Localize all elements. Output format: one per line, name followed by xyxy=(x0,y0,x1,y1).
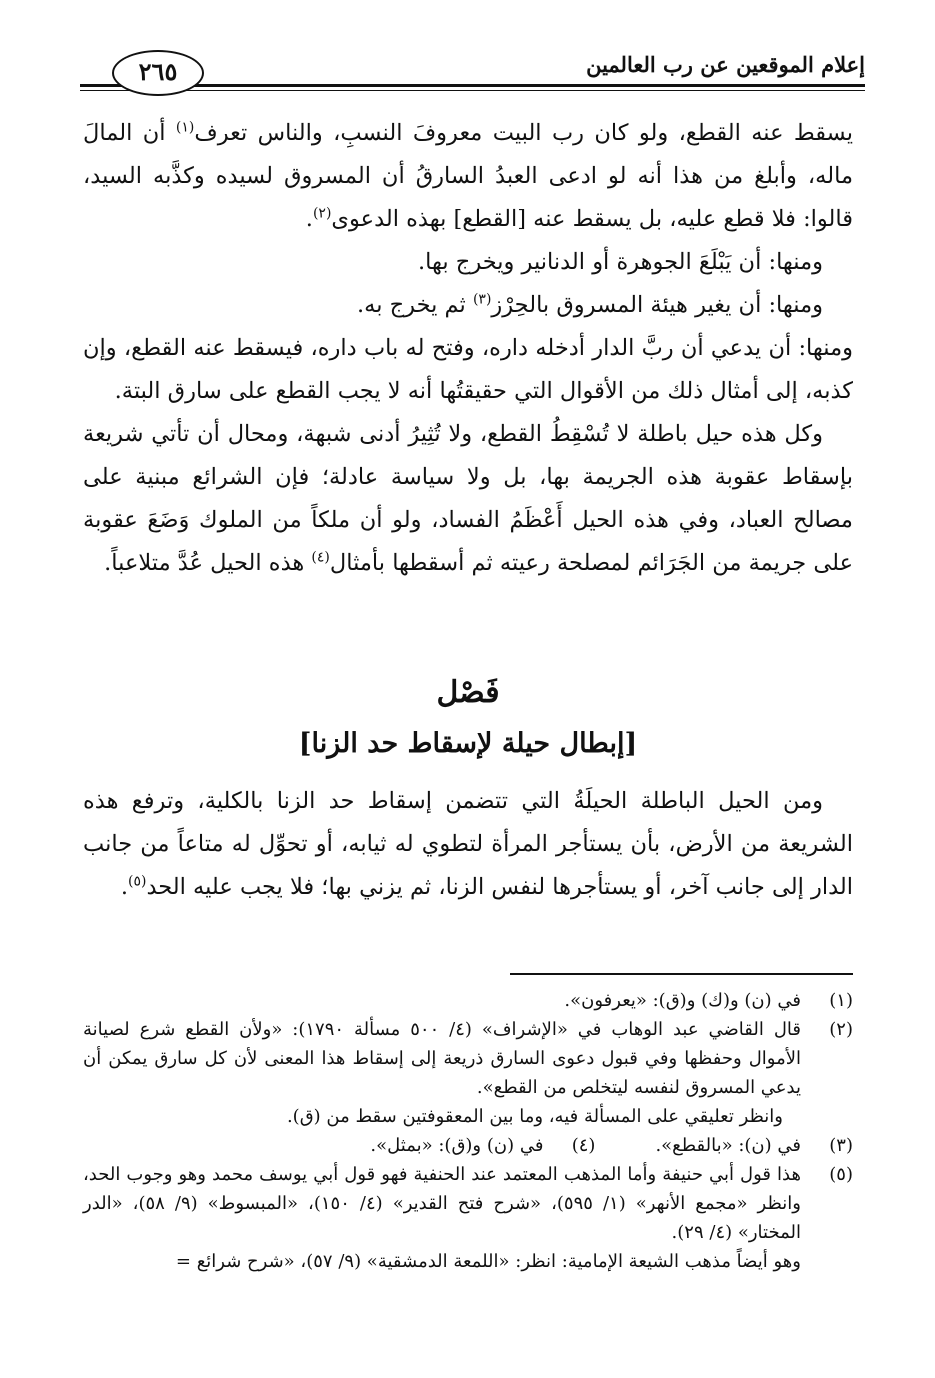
footnote-number: (١) xyxy=(829,990,853,1011)
footnote xyxy=(83,1160,853,1247)
footnote-continuation: وهو أيضاً مذهب الشيعة الإمامية: انظر: «اللمعة الدمشقية» (٩/ ٥٧)، «شرح شرائع = xyxy=(175,1251,801,1272)
footnote-number: (٢) xyxy=(829,1019,853,1040)
text: ومن الحيل الباطلة الحيلَةُ التي تتضمن إسقاط حد الزنا بالكلية، وترفع هذه الشريعة من الأرض، بأن يستأجر المرأة لتطوي له ثيابه، أو تحوِّل له متاعاً من جانب الدار إلى جانب آخر، أو يستأجرها لنفس الزنا، ثم يزني بها؛ فلا يجب عليه الحد xyxy=(83,788,853,900)
text: وكل هذه حيل باطلة لا تُسْقِطُ القطع، ولا تُثِيرُ أدنى شبهة، ومحال أن تأتي شريعة بإسقاط عقوبة هذه الجريمة بها، بل ولا سياسة عادلة؛ فإن الشرائع مبنية على مصالح العباد، وفي هذه الحيل أَعْظَمُ الفساد، ولو أن ملكاً من الملوك وَضَعَ عقوبة على جريمة من الجَرَائم لمصلحة رعيته ثم أسقطها بأمثال xyxy=(83,421,853,576)
text: يسقط عنه القطع، ولو كان رب البيت معروفَ النسبِ، والناس تعرف xyxy=(194,120,853,146)
book-title: إعلام الموقعين عن رب العالمين xyxy=(586,52,865,77)
footnote-number: (٤) xyxy=(571,1135,596,1156)
footnote-ref: (٣) xyxy=(472,291,492,308)
footnote-row xyxy=(83,1131,853,1160)
footnote-continuation: وانظر تعليقي على المسألة فيه، وما بين المعقوفتين سقط من (ق). xyxy=(286,1106,783,1127)
footnote-ref: (١) xyxy=(175,119,195,136)
header-rule-thin xyxy=(80,90,865,91)
footnote-text: في (ن): «بالقطع». xyxy=(655,1135,801,1156)
paragraph: ومنها: أن يَبْلَعَ الجوهرة أو الدنانير ويخرج بها. xyxy=(418,249,823,275)
running-header xyxy=(80,46,865,96)
text: . xyxy=(305,206,313,232)
text: هذه الحيل عُدَّ متلاعباً. xyxy=(104,550,312,576)
footnote-ref: (٥) xyxy=(128,873,147,890)
footnote-text: قال القاضي عبد الوهاب في «الإشراف» (٤/ ٥٠٠ مسألة ١٧٩٠): «ولأن القطع شرع لصيانة الأموال وحفظها وفي قبول دعوى السارق ذريعة إلى إسقاط هذا المعنى لأن كل سارق يمكن أن يدعي المسروق لنفسه ليتخلص من القطع». xyxy=(83,1019,801,1098)
paragraph xyxy=(83,112,853,241)
footnotes xyxy=(83,986,853,1276)
text: ومنها: أن يغير هيئة المسروق بالحِرْز xyxy=(491,292,823,318)
paragraph xyxy=(83,780,853,909)
section-text xyxy=(83,780,853,909)
page-number: ٢٦٥ xyxy=(112,50,204,96)
paragraph: ومنها: أن يدعي أن ربَّ الدار أدخله داره، وفتح له باب داره، فيسقط عنه القطع، وإن كذبه، إلى أمثال ذلك من الأقوال التي حقيقتُها أنه لا يجب القطع على سارق البتة. xyxy=(83,335,853,404)
footnote-text: هذا قول أبي حنيفة وأما المذهب المعتمد عند الحنفية فهو قول أبي يوسف محمد وهو وجوب الحد، وانظر «مجمع الأنهر» (١/ ٥٩٥)، «شرح فتح القدير» (٤/ ١٥٠)، «المبسوط» (٩/ ٥٨)، «الدر المختار» (٤/ ٢٩). xyxy=(83,1164,801,1243)
footnote-separator xyxy=(510,973,853,975)
text: ثم يخرج به. xyxy=(357,292,473,318)
section-heading: [إبطال حيلة لإسقاط حد الزنا] xyxy=(298,728,638,759)
footnote-number: (٥) xyxy=(829,1164,853,1185)
paragraph xyxy=(83,413,853,585)
text: أن المالَ ماله، وأبلغ من هذا أنه لو ادعى العبدُ السارقُ أن المسروق لسيده وكذَّبه السيد، قالوا: فلا قطع عليه، بل يسقط عنه [القطع] بهذه الدعوى xyxy=(83,120,853,232)
text: . xyxy=(120,874,128,900)
paragraph xyxy=(83,284,853,327)
footnote-text: في (ن) و(ك) و(ق): «يعرفون». xyxy=(564,990,801,1011)
footnote-text: في (ن) و(ق): «بمثل». xyxy=(370,1135,544,1156)
footnote xyxy=(83,1015,853,1102)
footnote xyxy=(83,986,853,1015)
footnote-ref: (٢) xyxy=(312,205,332,222)
footnote-number: (٣) xyxy=(829,1135,853,1156)
main-text xyxy=(83,112,853,585)
section-title: فَصْل xyxy=(436,675,500,710)
footnote-ref: (٤) xyxy=(311,549,330,566)
